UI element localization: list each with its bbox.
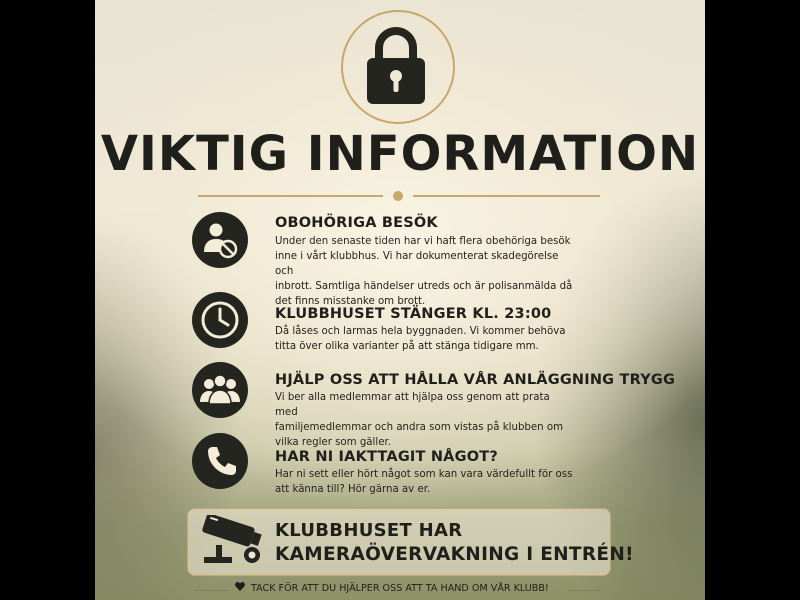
section-title-unauthorized-visits: OBOHÖRIGA BESÖK [275, 215, 438, 231]
section-body-unauthorized-visits [275, 234, 575, 309]
banner-line-2: KAMERAÖVERVAKNING I ENTRÉN! [275, 544, 634, 565]
footer-thanks [235, 582, 565, 594]
body-line: Under den senaste tiden har vi haft flera obehöriga besök [275, 236, 571, 247]
body-line: Vi ber alla medlemmar att hjälpa oss genom att prata med [275, 392, 550, 418]
section-body-observed [275, 467, 575, 497]
camera-surveillance-banner [187, 508, 634, 576]
footer-rule-right [567, 590, 602, 591]
body-line: inbrott. Samtliga händelser utreds och är polisanmälda då [275, 281, 573, 292]
poster [95, 0, 705, 600]
title-divider-right [413, 195, 600, 197]
group-icon [192, 362, 248, 418]
no-entry-person-icon [192, 212, 248, 268]
clock-icon [192, 292, 248, 348]
phone-icon [192, 433, 248, 489]
body-line: Har ni sett eller hört något som kan vara värdefullt för oss [275, 469, 573, 480]
section-body-keep-safe [275, 390, 575, 450]
body-line: Då låses och larmas hela byggnaden. Vi kommer behöva [275, 326, 566, 337]
heart-icon [235, 582, 245, 591]
body-line: det finns misstanke om brott. [275, 296, 426, 307]
title-divider-dot [393, 191, 403, 201]
footer-rule-left [194, 590, 229, 591]
section-title-keep-safe: HJÄLP OSS ATT HÅLLA VÅR ANLÄGGNING TRYGG [275, 372, 676, 388]
banner-line-1: KLUBBHUSET HAR [275, 520, 463, 541]
footer-text: TACK FÖR ATT DU HJÄLPER OSS ATT TA HAND OM VÅR KLUBB! [251, 583, 549, 594]
title-divider-left [198, 195, 383, 197]
body-line: familjemedlemmar och andra som vistas på klubben om [275, 422, 563, 433]
body-line: inne i vårt klubbhus. Vi har dokumenterat skadegörelse och [275, 251, 559, 277]
section-title-closing-time: KLUBBHUSET STÄNGER KL. 23:00 [275, 306, 552, 322]
body-line: vilka regler som gäller. [275, 437, 391, 448]
body-line: titta över olika varianter på att stänga tidigare mm. [275, 341, 539, 352]
section-body-closing-time [275, 324, 575, 354]
section-title-observed: HAR NI IAKTTAGIT NÅGOT? [275, 449, 498, 465]
security-camera-icon [196, 515, 266, 569]
lock-icon [365, 26, 427, 106]
body-line: att känna till? Hör gärna av er. [275, 484, 431, 495]
page-title: VIKTIG INFORMATION [100, 126, 700, 182]
